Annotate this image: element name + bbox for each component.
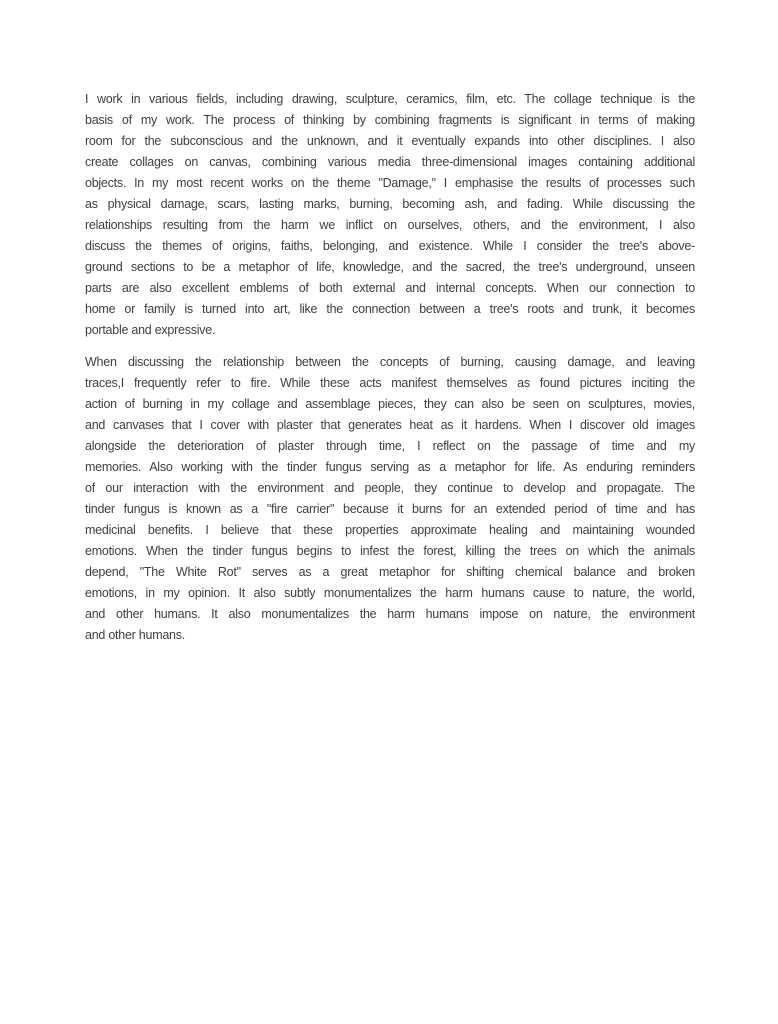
text-line: emotions, in my opinion. It also subtly monumentalizes the harm humans cause to nature, the world, [85,586,695,600]
text-line: action of burning in my collage and assemblage pieces, they can also be seen on sculptures, movies, [85,397,695,411]
text-line: I work in various fields, including drawing, sculpture, ceramics, film, etc. The collage technique is the [85,92,695,106]
text-line: home or family is turned into art, like the connection between a tree's roots and trunk, it becomes [85,302,695,316]
text-line: medicinal benefits. I believe that these properties approximate healing and maintaining wounded [85,523,695,537]
text-line: objects. In my most recent works on the theme "Damage," I emphasise the results of processes such [85,176,695,190]
text-line: ground sections to be a metaphor of life, knowledge, and the sacred, the tree's underground, unseen [85,260,695,274]
text-line: and canvases that I cover with plaster that generates heat as it hardens. When I discover old images [85,418,695,432]
text-line: depend, "The White Rot" serves as a great metaphor for shifting chemical balance and broken [85,565,695,579]
text-line: parts are also excellent emblems of both external and internal concepts. When our connection to [85,281,695,295]
text-line: create collages on canvas, combining various media three-dimensional images containing additional [85,155,695,169]
text-line: emotions. When the tinder fungus begins to infest the forest, killing the trees on which the animals [85,544,695,558]
text-line: basis of my work. The process of thinking by combining fragments is significant in terms of making [85,113,695,127]
text-line: memories. Also working with the tinder fungus serving as a metaphor for life. As enduring reminders [85,460,695,474]
text-line: room for the subconscious and the unknown, and it eventually expands into other disciplines. I also [85,134,695,148]
text-line: discuss the themes of origins, faiths, belonging, and existence. While I consider the tree's above- [85,239,695,253]
text-line: and other humans. [85,628,185,642]
paragraph-1 [85,89,695,341]
paragraph-2 [85,352,695,646]
text-line: alongside the deterioration of plaster through time, I reflect on the passage of time and my [85,439,695,453]
text-line: traces,I frequently refer to fire. While these acts manifest themselves as found pictures inciting the [85,376,695,390]
text-line: portable and expressive. [85,323,216,337]
text-line: tinder fungus is known as a "fire carrier" because it burns for an extended period of time and has [85,502,695,516]
text-block [85,89,695,646]
text-line: and other humans. It also monumentalizes the harm humans impose on nature, the environment [85,607,695,621]
text-line: relationships resulting from the harm we inflict on ourselves, others, and the environment, I also [85,218,695,232]
text-line: as physical damage, scars, lasting marks, burning, becoming ash, and fading. While discussing the [85,197,695,211]
text-line: When discussing the relationship between the concepts of burning, causing damage, and leaving [85,355,695,369]
text-line: of our interaction with the environment and people, they continue to develop and propagate. The [85,481,695,495]
